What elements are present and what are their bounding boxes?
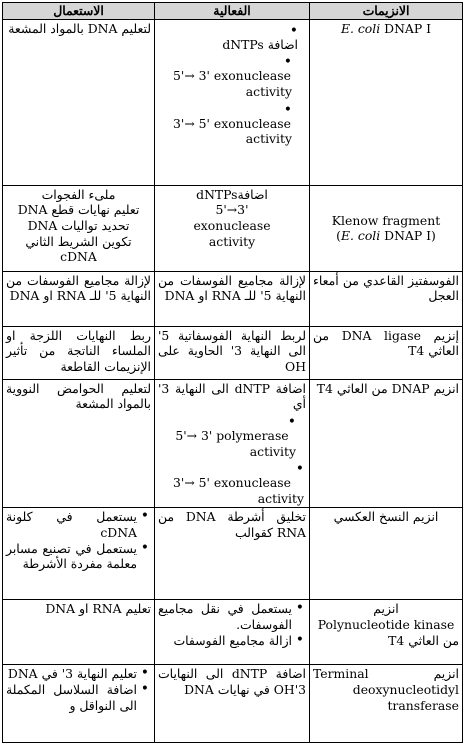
list-item: • يستعمل في نقل مجاميع الفوسفات. (158, 601, 306, 632)
table-row (3, 19, 463, 185)
enzyme-cell (310, 665, 463, 743)
enzyme-name: الفوسفتيز القاعدي من أمعاء العجل (313, 272, 459, 304)
table-row (3, 508, 463, 600)
enzymes-table (2, 2, 463, 743)
function-cell (155, 19, 310, 185)
usage-line: ملىء الفجوات (41, 186, 116, 202)
function-cell (155, 665, 310, 743)
enzyme-cell (310, 326, 463, 379)
usage-line: تعليم نهايات قطع DNA (17, 202, 140, 218)
table-row (3, 379, 463, 508)
usage-cell (3, 379, 155, 508)
table-row (3, 600, 463, 665)
list-item: • 3'→ 5' exonuclease activity (158, 104, 306, 147)
usage-line: تكوين الشريط الثاني (25, 233, 132, 249)
function-line: لربط النهاية الفوسفاتية 5' الى النهاية 3' الحاوية على OH (158, 327, 306, 374)
function-line: تخليق أشرطة DNA من RNA كقوالب (158, 509, 306, 540)
enzyme-name: من العاثي T4 (388, 632, 459, 648)
enzyme-cell (310, 185, 463, 271)
header-function: الفعالية (155, 3, 310, 20)
enzyme-cell (310, 379, 463, 508)
function-cell (155, 271, 310, 326)
list-item: • اضافة dNTPs (158, 25, 306, 53)
list-item: • يستعمل في كلونة cDNA (6, 509, 151, 540)
function-line: اضافةdNTPs (196, 186, 268, 202)
enzyme-paren: ( (336, 228, 341, 244)
enzyme-name: Terminal (313, 666, 369, 682)
usage-list (6, 666, 151, 713)
enzyme-cell (310, 19, 463, 185)
list-item: • اضافة السلاسل المكملة الى النواقل و (6, 682, 151, 713)
usage-list (6, 509, 151, 572)
header-enzymes: الانزيمات (310, 3, 463, 20)
enzyme-name: إنزيم DNA ligase من العاثي T4 (313, 327, 459, 359)
enzyme-prefix: انزيم (373, 601, 399, 617)
enzyme-cell (310, 271, 463, 326)
enzyme-name: deoxynucleotidyl (352, 682, 459, 697)
function-cell (155, 185, 310, 271)
enzyme-line (313, 666, 459, 682)
enzyme-name: Polynucleotide kinase (317, 617, 455, 632)
table-row (3, 326, 463, 379)
table-row (3, 271, 463, 326)
function-list (158, 416, 306, 507)
function-line: اضافة dNTP الى النهايات 3'OH في نهايات DNA (158, 666, 306, 697)
function-cell (155, 379, 310, 508)
list-item: • تعليم النهاية 3' في DNA (6, 666, 151, 682)
usage-line: لإزالة مجاميع الفوسفات من النهاية 5' للـ RNA او DNA (6, 272, 151, 304)
function-line: 5'→3' exonuclease activity (193, 202, 271, 249)
list-item: • 3'→ 5' exonuclease activity (158, 463, 306, 506)
enzyme-name: DNAP I (384, 20, 432, 36)
table-row (3, 665, 463, 743)
enzyme-name: transferase (387, 697, 459, 713)
header-row (3, 3, 463, 20)
enzyme-name: انزيم DNAP من العاثي T4 (316, 380, 459, 396)
usage-cell (3, 19, 155, 185)
usage-line: cDNA (60, 249, 97, 265)
list-item: • ازالة مجاميع الفوسفات (158, 633, 306, 649)
enzyme-name: DNAP I) (384, 228, 436, 244)
function-cell (155, 326, 310, 379)
enzyme-name: انزيم النسخ العكسي (333, 509, 439, 525)
usage-cell (3, 326, 155, 379)
function-cell (155, 600, 310, 665)
header-usage: الاستعمال (3, 3, 155, 20)
usage-line: ربط النهايات اللزجة او الملساء الناتجة من تأثير الإنزيمات القاطعة (6, 327, 151, 374)
usage-line: تعليم RNA او DNA (45, 601, 151, 617)
list-item: • يستعمل في تصنيع مسابر معلمة مفردة الأشرطة (6, 541, 151, 572)
function-line: لإزالة مجاميع الفوسفات من النهاية 5' للـ RNA او DNA (158, 272, 306, 304)
usage-line: لتعليم DNA بالمواد المشعة (8, 20, 151, 36)
usage-cell (3, 185, 155, 271)
usage-line: تحديد تواليات DNA (27, 217, 130, 233)
usage-cell (3, 665, 155, 743)
function-list (158, 601, 306, 648)
function-cell (155, 508, 310, 600)
enzyme-prefix: انزيم (433, 666, 459, 682)
usage-cell (3, 600, 155, 665)
usage-cell (3, 508, 155, 600)
function-line: اضافة dNTP الى النهاية 3' أي (158, 380, 306, 412)
enzyme-cell (310, 508, 463, 600)
list-item: • 5'→ 3' polymerase activity (158, 416, 306, 459)
enzyme-cell (310, 600, 463, 665)
enzyme-italic: E. coli (340, 20, 381, 36)
enzyme-name (313, 228, 459, 244)
table-row (3, 185, 463, 271)
enzyme-name: Klenow fragment (331, 212, 441, 228)
usage-line: لتعليم الحوامض النووية بالمواد المشعة (6, 380, 151, 412)
list-item: • 5'→ 3' exonuclease activity (158, 56, 306, 99)
enzyme-italic: E. coli (340, 228, 381, 244)
usage-cell (3, 271, 155, 326)
function-list (158, 25, 306, 147)
